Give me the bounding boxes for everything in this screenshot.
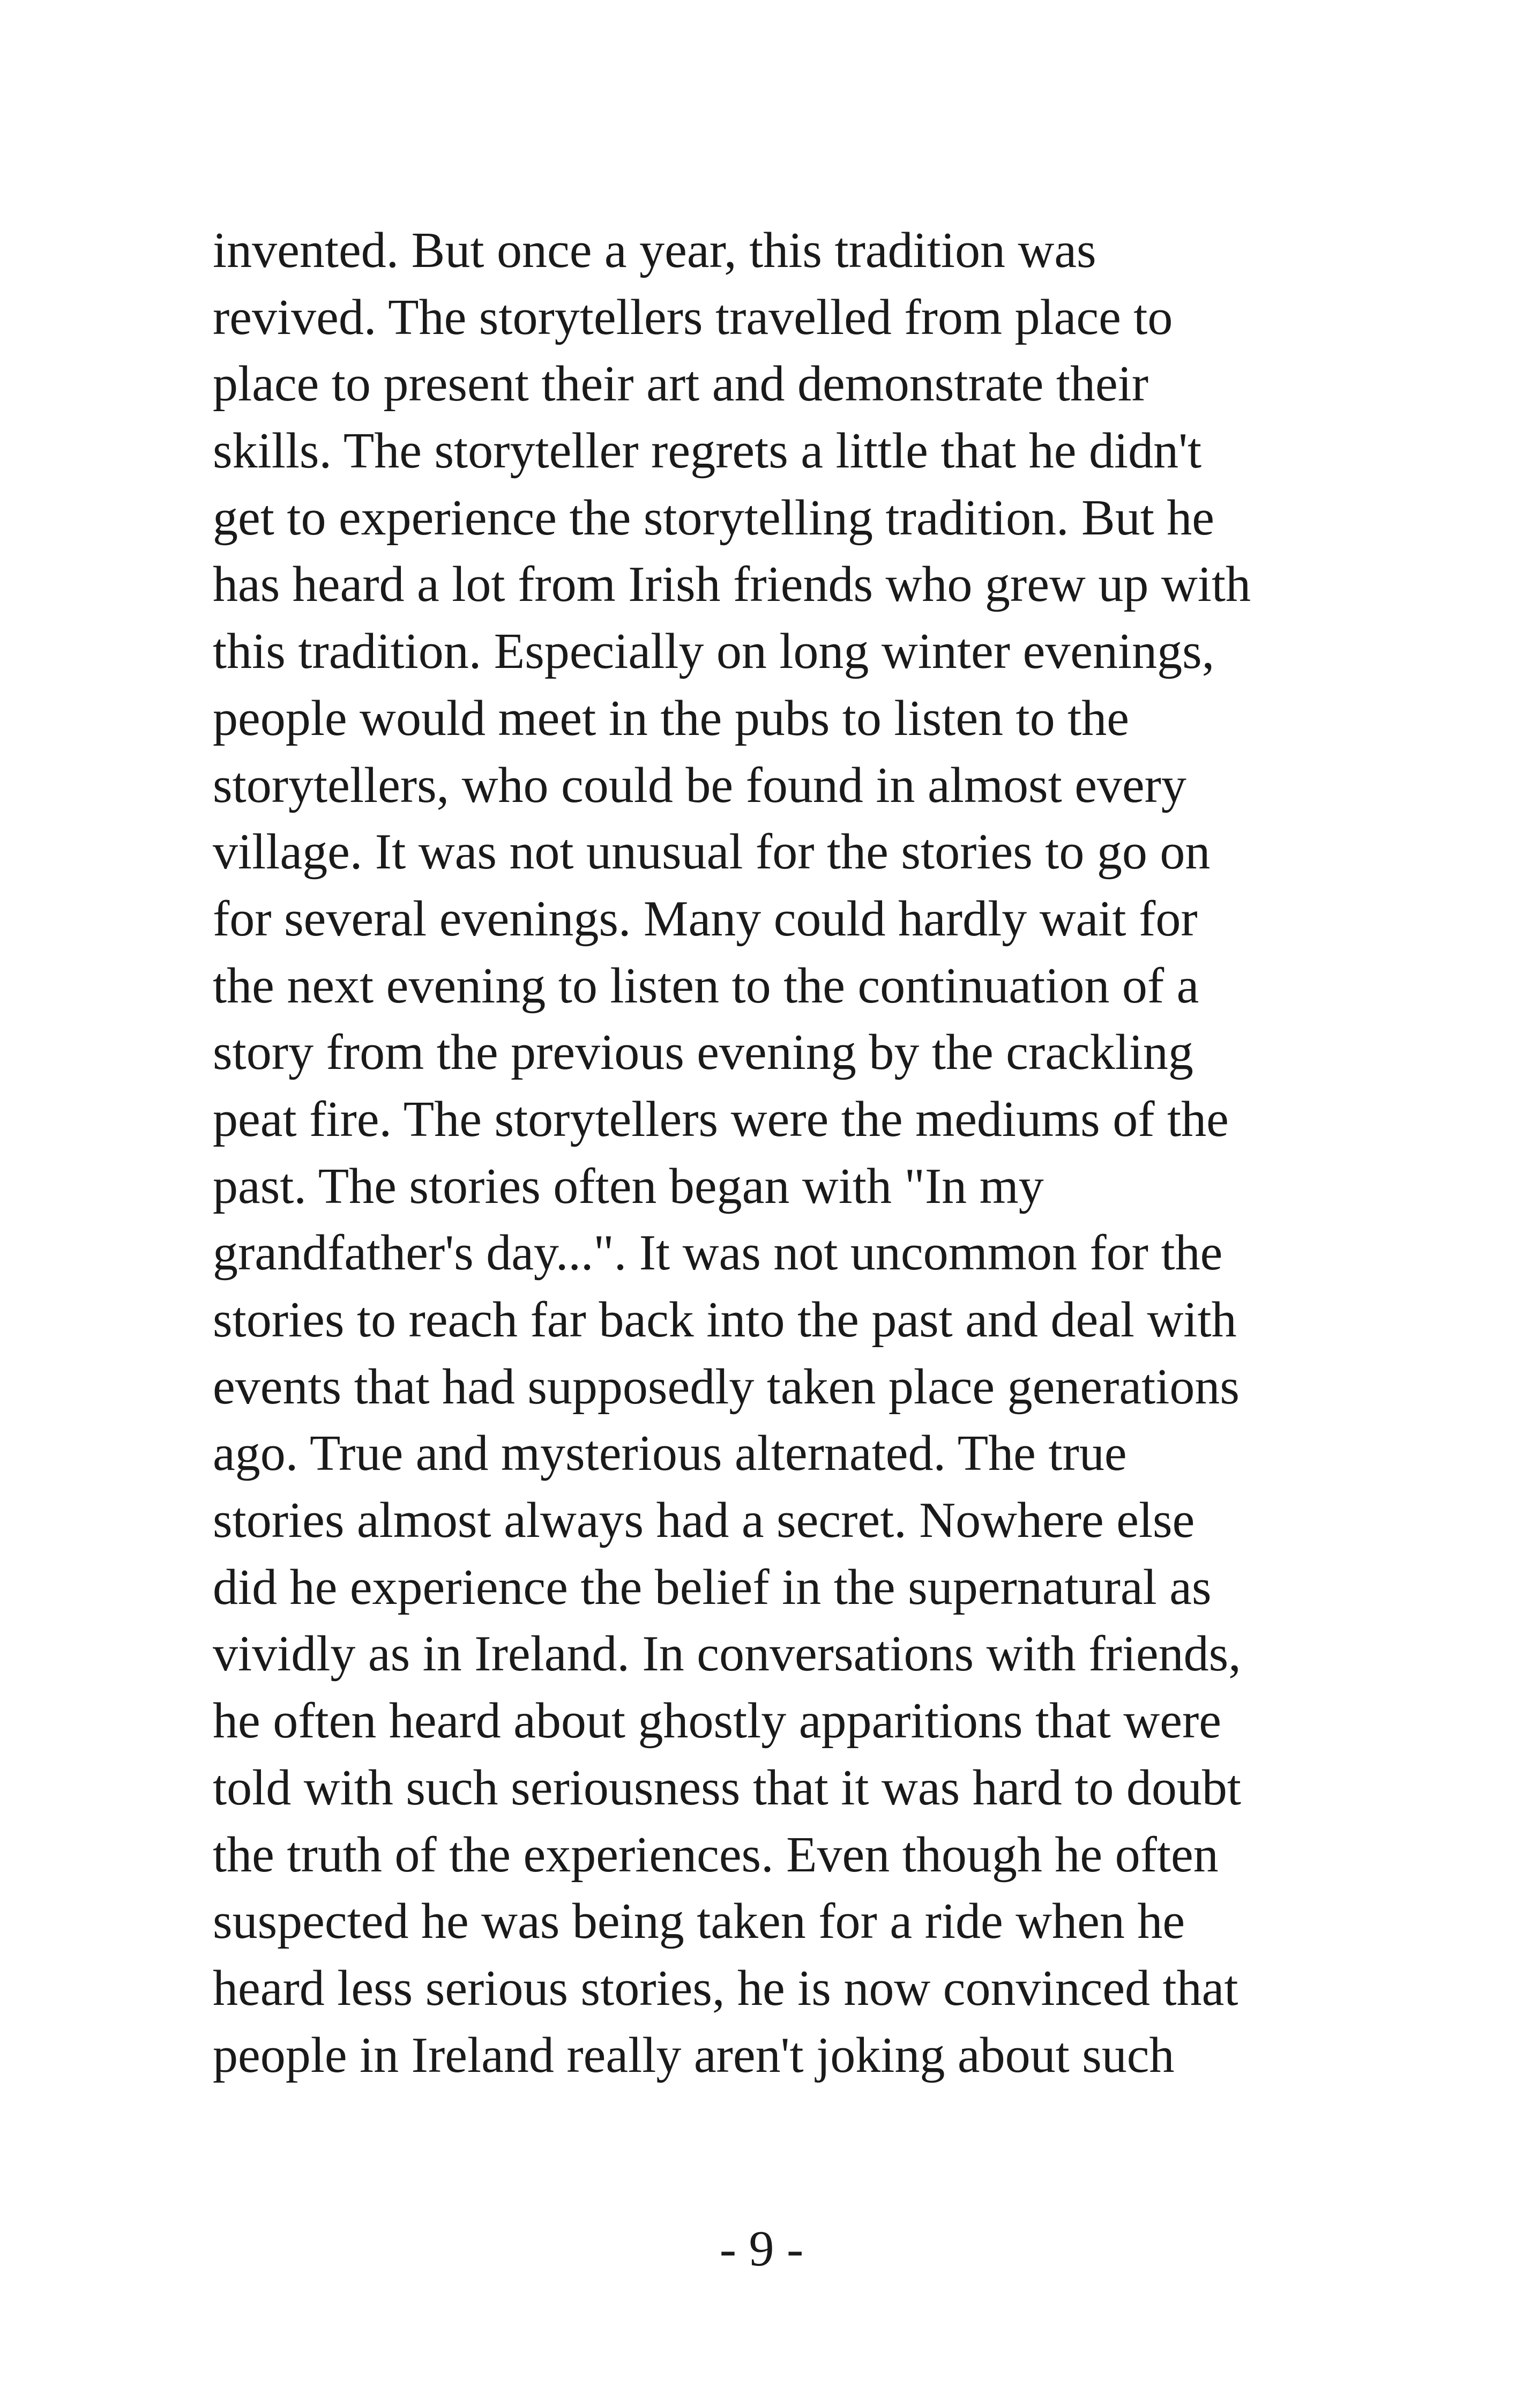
text-line-26: suspected he was being taken for a ride when he <box>213 1893 1185 1950</box>
text-line-6: has heard a lot from Irish friends who grew up with <box>213 556 1251 613</box>
text-line-10: village. It was not unusual for the stories to go on <box>213 824 1211 880</box>
text-line-16: grandfather's day...". It was not uncommon for the <box>213 1225 1223 1281</box>
body-text <box>213 217 1365 2089</box>
text-line-20: stories almost always had a secret. Nowhere else <box>213 1492 1195 1549</box>
text-line-12: the next evening to listen to the continuation of a <box>213 957 1199 1014</box>
text-line-28: people in Ireland really aren't joking about such <box>213 2027 1175 2083</box>
text-line-27: heard less serious stories, he is now convinced that <box>213 1960 1238 2016</box>
text-line-22: vividly as in Ireland. In conversations with friends, <box>213 1626 1241 1682</box>
text-line-9: storytellers, who could be found in almost every <box>213 757 1186 813</box>
text-line-11: for several evenings. Many could hardly wait for <box>213 890 1198 947</box>
page-number: - 9 - <box>719 2221 804 2277</box>
text-line-4: skills. The storyteller regrets a little that he didn't <box>213 423 1202 479</box>
text-line-13: story from the previous evening by the crackling <box>213 1024 1193 1081</box>
text-line-24: told with such seriousness that it was hard to doubt <box>213 1759 1241 1816</box>
text-line-17: stories to reach far back into the past and deal with <box>213 1292 1237 1348</box>
text-line-25: the truth of the experiences. Even though he often <box>213 1826 1219 1883</box>
text-line-21: did he experience the belief in the supernatural as <box>213 1559 1212 1615</box>
text-line-15: past. The stories often began with "In my <box>213 1158 1044 1214</box>
text-line-3: place to present their art and demonstrate their <box>213 356 1149 412</box>
text-line-8: people would meet in the pubs to listen to the <box>213 690 1129 746</box>
text-line-7: this tradition. Especially on long winter evenings, <box>213 623 1215 680</box>
text-line-2: revived. The storytellers travelled from place to <box>213 289 1173 345</box>
text-line-18: events that had supposedly taken place generations <box>213 1358 1240 1415</box>
text-line-19: ago. True and mysterious alternated. The true <box>213 1425 1127 1482</box>
text-line-5: get to experience the storytelling tradition. But he <box>213 489 1215 546</box>
text-line-1: invented. But once a year, this tradition was <box>213 222 1096 278</box>
text-line-14: peat fire. The storytellers were the mediums of the <box>213 1091 1229 1147</box>
text-line-23: he often heard about ghostly apparitions that were <box>213 1693 1222 1749</box>
